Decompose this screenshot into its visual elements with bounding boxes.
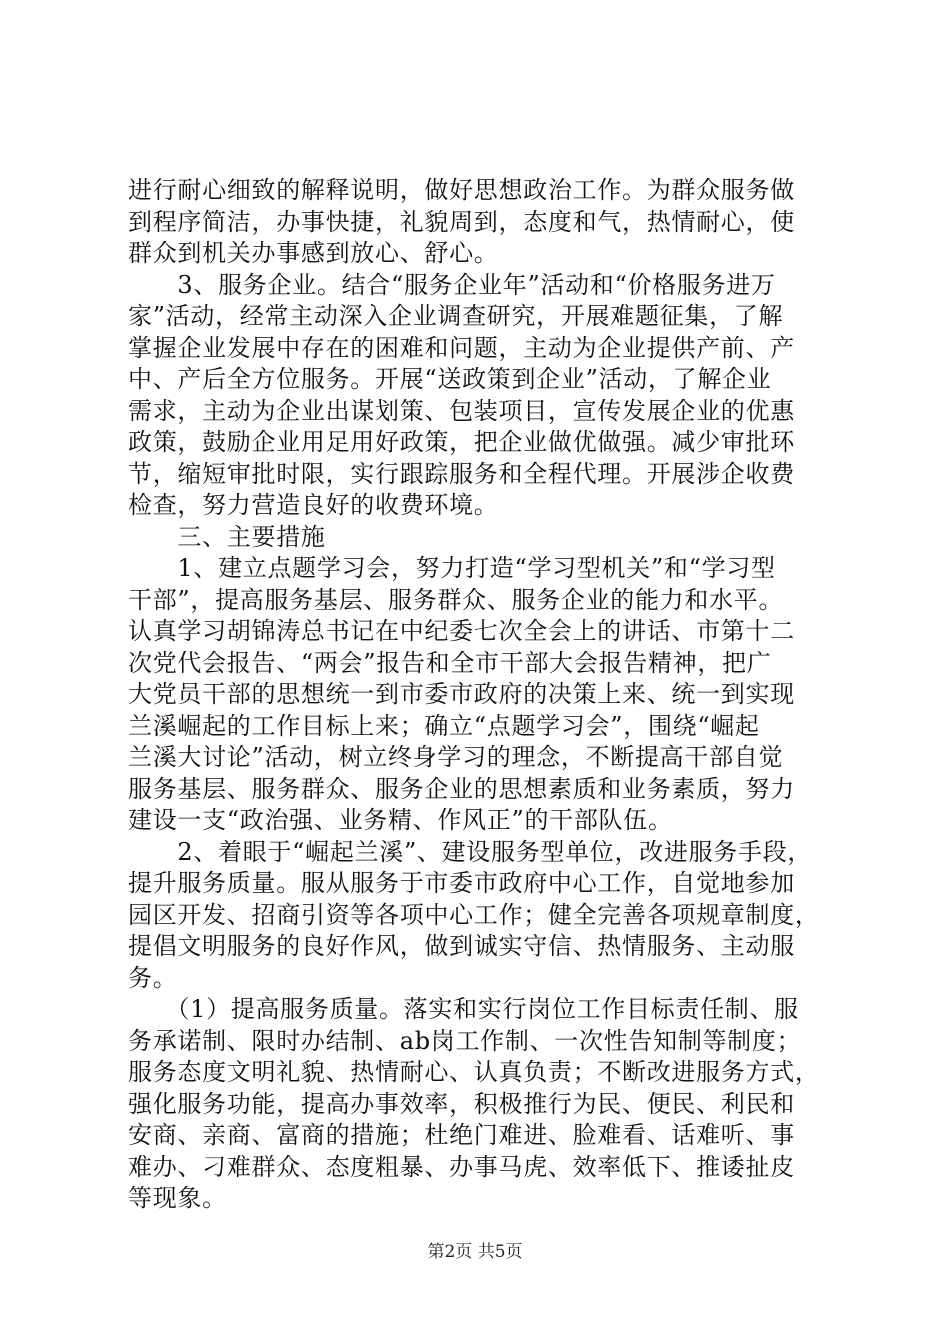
- body-text-line: 提倡文明服务的良好作风，做到诚实守信、热情服务、主动服: [128, 932, 795, 960]
- body-text-line: 服务态度文明礼貌、热情耐心、认真负责；不断改进服务方式，: [128, 1058, 820, 1086]
- body-text-line: 干部”，提高服务基层、服务群众、服务企业的能力和水平。: [128, 585, 784, 614]
- body-text-line: 1、建立点题学习会，努力打造“学习型机关”和“学习型: [128, 554, 776, 582]
- body-text-line: 节，缩短审批时限，实行跟踪服务和全程代理。开展涉企收费: [128, 459, 795, 488]
- body-text-line: 大党员干部的思想统一到市委市政府的决策上来、统一到实现: [128, 680, 795, 708]
- body-text-line: 园区开发、招商引资等各项中心工作；健全完善各项规章制度，: [128, 900, 820, 929]
- body-text-line: 中、产后全方位服务。开展“送政策到企业”活动，了解企业: [128, 365, 772, 393]
- page-footer: 第2页 共5页: [427, 1242, 523, 1262]
- body-text-line: 认真学习胡锦涛总书记在中纪委七次全会上的讲话、市第十二: [128, 617, 795, 645]
- body-text-line: 建设一支“政治强、业务精、作风正”的干部队伍。: [128, 806, 673, 834]
- section-heading: 三、主要措施: [128, 522, 326, 551]
- body-text-line: 安商、亲商、富商的措施；杜绝门难进、脸难看、话难听、事: [128, 1121, 795, 1149]
- body-text-line: 群众到机关办事感到放心、舒心。: [128, 239, 499, 267]
- body-text-line: 需求，主动为企业出谋划策、包装项目，宣传发展企业的优惠: [128, 396, 795, 425]
- body-text-line: 2、着眼于“崛起兰溪”、建设服务型单位，改进服务手段，: [128, 837, 813, 866]
- body-text-line: 强化服务功能，提高办事效率，积极推行为民、便民、利民和: [128, 1089, 795, 1118]
- body-text-line: 难办、刁难群众、态度粗暴、办事马虎、效率低下、推诿扯皮: [128, 1152, 795, 1181]
- body-text-line: 服务基层、服务群众、服务企业的思想素质和业务素质，努力: [128, 774, 795, 803]
- body-text-line: 政策，鼓励企业用足用好政策，把企业做优做强。减少审批环: [128, 428, 795, 456]
- body-text-line: 次党代会报告、“两会”报告和全市干部大会报告精神，把广: [128, 648, 772, 677]
- body-text-line: 检查，努力营造良好的收费环境。: [128, 491, 499, 519]
- body-text-line: 务承诺制、限时办结制、ab岗工作制、一次性告知制等制度；: [128, 1026, 802, 1055]
- body-text-line: 家”活动，经常主动深入企业调查研究，开展难题征集，了解: [128, 302, 784, 330]
- body-text-line: 到程序简洁，办事快捷，礼貌周到，态度和气，热情耐心，使: [128, 207, 795, 236]
- body-text-line: （1）提高服务质量。落实和实行岗位工作目标责任制、服: [128, 995, 799, 1023]
- body-text-line: 务。: [128, 963, 178, 992]
- body-text-line: 进行耐心细致的解释说明，做好思想政治工作。为群众服务做: [128, 176, 795, 204]
- body-text-line: 等现象。: [128, 1184, 227, 1212]
- body-text-line: 提升服务质量。服从服务于市委市政府中心工作，自觉地参加: [128, 869, 795, 897]
- body-text-line: 掌握企业发展中存在的困难和问题，主动为企业提供产前、产: [128, 333, 795, 362]
- body-text-line: 兰溪崛起的工作目标上来；确立“点题学习会”，围绕“崛起: [128, 711, 760, 740]
- body-text-line: 兰溪大讨论”活动，树立终身学习的理念，不断提高干部自觉: [128, 743, 784, 771]
- body-text-line: 3、服务企业。结合“服务企业年”活动和“价格服务进万: [128, 270, 776, 299]
